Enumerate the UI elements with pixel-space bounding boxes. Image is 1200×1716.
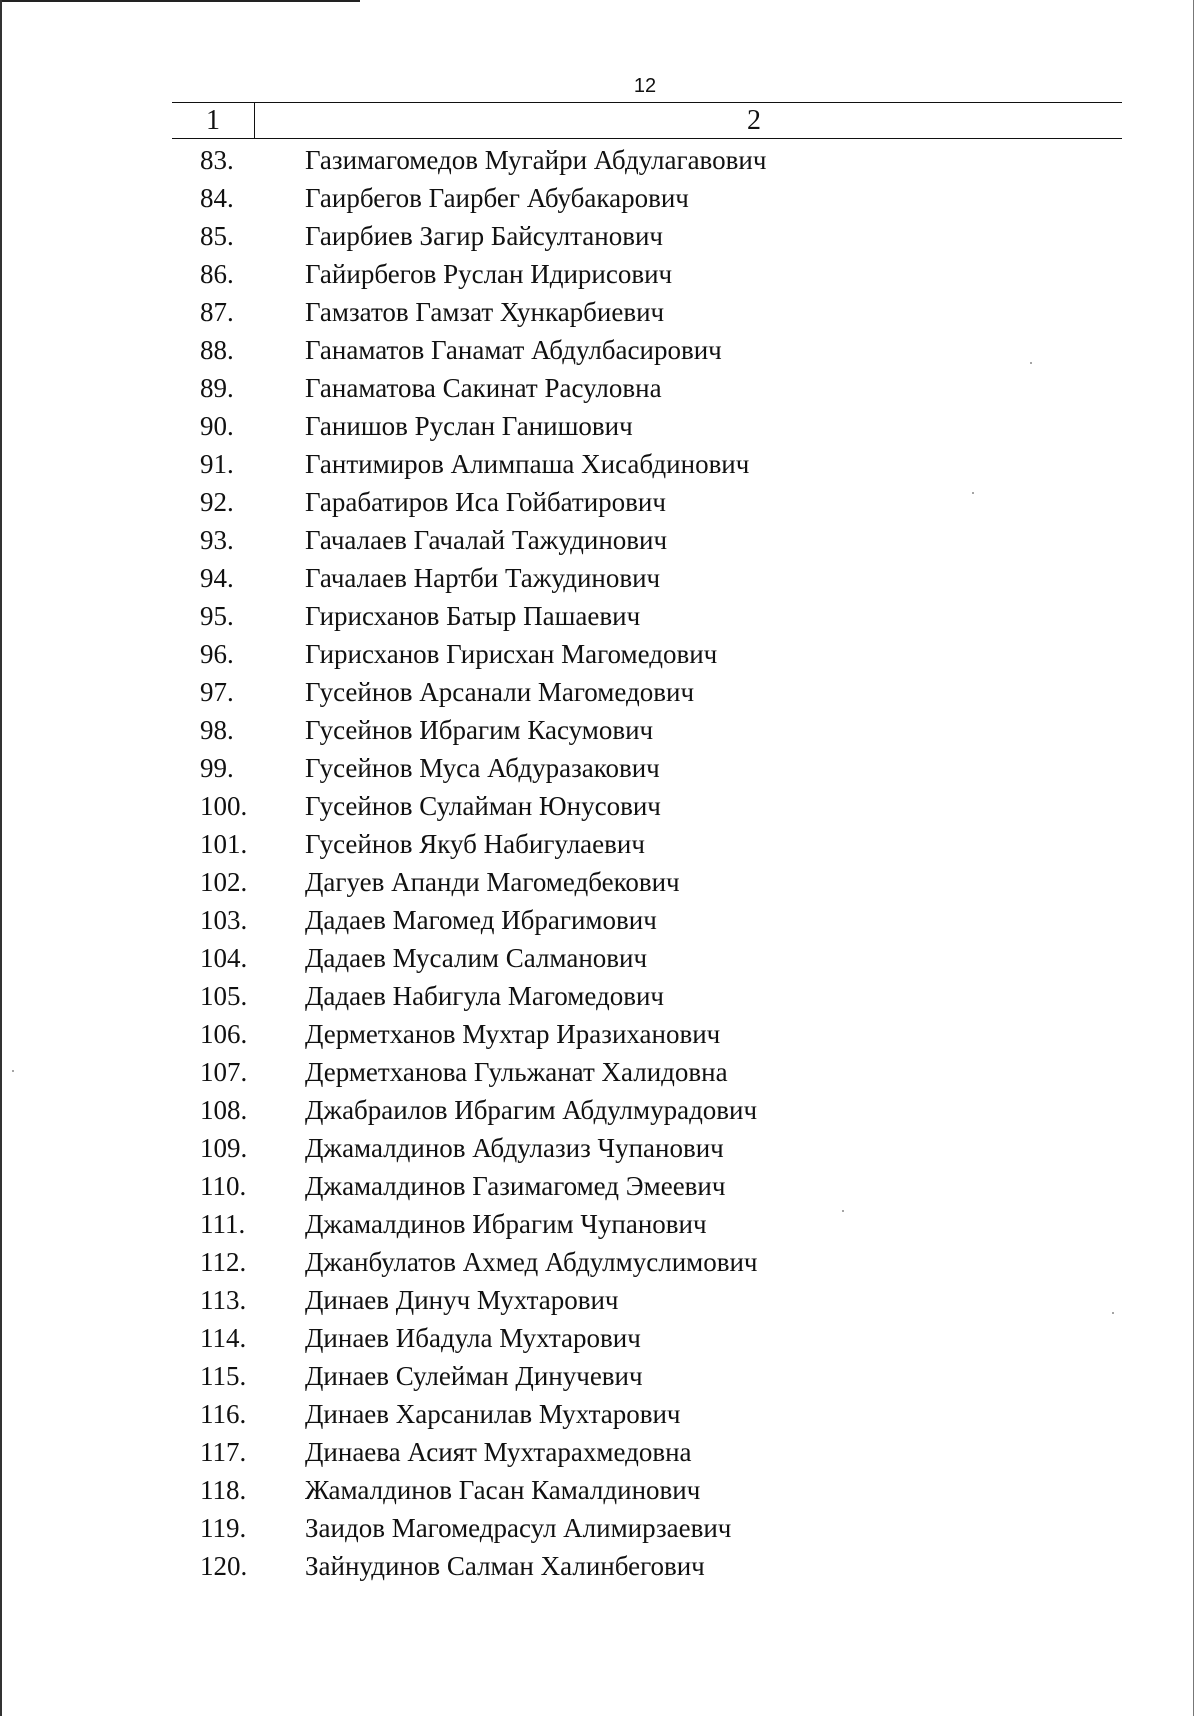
row-number: 108. [200,1095,248,1125]
table-row [0,445,1200,483]
person-name: Динаев Ибадула Мухтарович [305,1323,641,1353]
person-name: Джабраилов Ибрагим Абдулмурадович [305,1095,758,1125]
table-row [0,1167,1200,1205]
table-row [0,977,1200,1015]
row-number: 93. [200,525,234,555]
person-name: Газимагомедов Мугайри Абдулагавович [305,145,767,175]
table-row [0,1509,1200,1547]
person-name: Гачалаев Нартби Тажудинович [305,563,661,593]
table-row [0,1319,1200,1357]
person-name: Джанбулатов Ахмед Абдулмуслимович [305,1247,758,1277]
person-name: Зайнудинов Салман Халинбегович [305,1551,705,1581]
row-number: 112. [200,1247,247,1277]
row-number: 119. [200,1513,247,1543]
row-number: 107. [200,1057,248,1087]
person-name: Гайирбегов Руслан Идирисович [305,259,673,289]
table-row [0,1281,1200,1319]
row-number: 120. [200,1551,248,1581]
person-name: Динаев Динуч Мухтарович [305,1285,619,1315]
person-name: Жамалдинов Гасан Камалдинович [305,1475,701,1505]
row-number: 106. [200,1019,248,1049]
table-row [0,711,1200,749]
scan-speck [842,1210,844,1212]
table-row [0,217,1200,255]
table-row [0,293,1200,331]
table-row [0,141,1200,179]
table-row [0,1015,1200,1053]
person-name: Гирисханов Гирисхан Магомедович [305,639,718,669]
row-number: 96. [200,639,234,669]
table-row [0,1053,1200,1091]
table-row [0,483,1200,521]
table-row [0,369,1200,407]
table-header [172,102,1122,139]
row-number: 102. [200,867,248,897]
person-name: Гусейнов Муса Абдуразакович [305,753,660,783]
row-number: 94. [200,563,234,593]
row-number: 83. [200,145,234,175]
scan-edge-top [0,0,360,2]
row-number: 113. [200,1285,247,1315]
scan-speck [972,492,974,494]
row-number: 88. [200,335,234,365]
table-row [0,407,1200,445]
person-name: Гаирбиев Загир Байсултанович [305,221,664,251]
person-name: Дадаев Набигула Магомедович [305,981,664,1011]
scan-speck [1112,1312,1114,1314]
table-row [0,1129,1200,1167]
table-row [0,1243,1200,1281]
row-number: 91. [200,449,234,479]
row-number: 101. [200,829,248,859]
row-number: 115. [200,1361,247,1391]
person-name: Гаирбегов Гаирбег Абубакарович [305,183,689,213]
row-number: 90. [200,411,234,441]
person-name: Ганаматов Ганамат Абдулбасирович [305,335,722,365]
column-header-1: 1 [172,103,255,138]
table-row [0,331,1200,369]
row-number: 111. [200,1209,246,1239]
person-name: Джамалдинов Ибрагим Чупанович [305,1209,707,1239]
row-number: 118. [200,1475,247,1505]
person-name: Гамзатов Гамзат Хункарбиевич [305,297,665,327]
column-header-2: 2 [747,105,761,136]
table-row [0,559,1200,597]
table-row [0,635,1200,673]
person-name: Гачалаев Гачалай Тажудинович [305,525,668,555]
scan-speck [12,1070,14,1072]
table-row [0,1433,1200,1471]
table-row [0,1471,1200,1509]
table-row [0,255,1200,293]
name-list [0,141,1200,1585]
person-name: Гусейнов Арсанали Магомедович [305,677,695,707]
table-row [0,749,1200,787]
table-row [0,825,1200,863]
row-number: 87. [200,297,234,327]
person-name: Дагуев Апанди Магомедбекович [305,867,680,897]
row-number: 104. [200,943,248,973]
person-name: Дадаев Магомед Ибрагимович [305,905,657,935]
table-row [0,939,1200,977]
person-name: Ганаматова Сакинат Расуловна [305,373,662,403]
table-row [0,521,1200,559]
table-row [0,1395,1200,1433]
page-number: 12 [633,75,657,97]
person-name: Гусейнов Сулайман Юнусович [305,791,661,821]
row-number: 103. [200,905,248,935]
person-name: Гирисханов Батыр Пашаевич [305,601,641,631]
row-number: 89. [200,373,234,403]
table-row [0,673,1200,711]
person-name: Дадаев Мусалим Салманович [305,943,648,973]
table-row [0,1091,1200,1129]
table-row [0,597,1200,635]
table-row [0,179,1200,217]
person-name: Динаев Сулейман Динучевич [305,1361,643,1391]
row-number: 109. [200,1133,248,1163]
person-name: Дерметханов Мухтар Иразиханович [305,1019,721,1049]
person-name: Джамалдинов Абдулазиз Чупанович [305,1133,724,1163]
row-number: 86. [200,259,234,289]
person-name: Гарабатиров Иса Гойбатирович [305,487,666,517]
row-number: 97. [200,677,234,707]
person-name: Дерметханова Гульжанат Халидовна [305,1057,728,1087]
table-row [0,1205,1200,1243]
person-name: Гусейнов Якуб Набигулаевич [305,829,645,859]
row-number: 100. [200,791,248,821]
table-row [0,787,1200,825]
table-row [0,1357,1200,1395]
scan-speck [1030,362,1032,364]
row-number: 98. [200,715,234,745]
row-number: 84. [200,183,234,213]
person-name: Гантимиров Алимпаша Хисабдинович [305,449,750,479]
person-name: Заидов Магомедрасул Алимирзаевич [305,1513,732,1543]
row-number: 117. [200,1437,247,1467]
person-name: Динаев Харсанилав Мухтарович [305,1399,681,1429]
person-name: Динаева Асият Мухтарахмедовна [305,1437,692,1467]
table-row [0,863,1200,901]
row-number: 110. [200,1171,247,1201]
person-name: Гусейнов Ибрагим Касумович [305,715,654,745]
row-number: 95. [200,601,234,631]
row-number: 105. [200,981,248,1011]
table-row [0,1547,1200,1585]
row-number: 85. [200,221,234,251]
row-number: 116. [200,1399,247,1429]
person-name: Джамалдинов Газимагомед Эмеевич [305,1171,726,1201]
person-name: Ганишов Руслан Ганишович [305,411,633,441]
table-row [0,901,1200,939]
row-number: 92. [200,487,234,517]
row-number: 99. [200,753,234,783]
row-number: 114. [200,1323,247,1353]
